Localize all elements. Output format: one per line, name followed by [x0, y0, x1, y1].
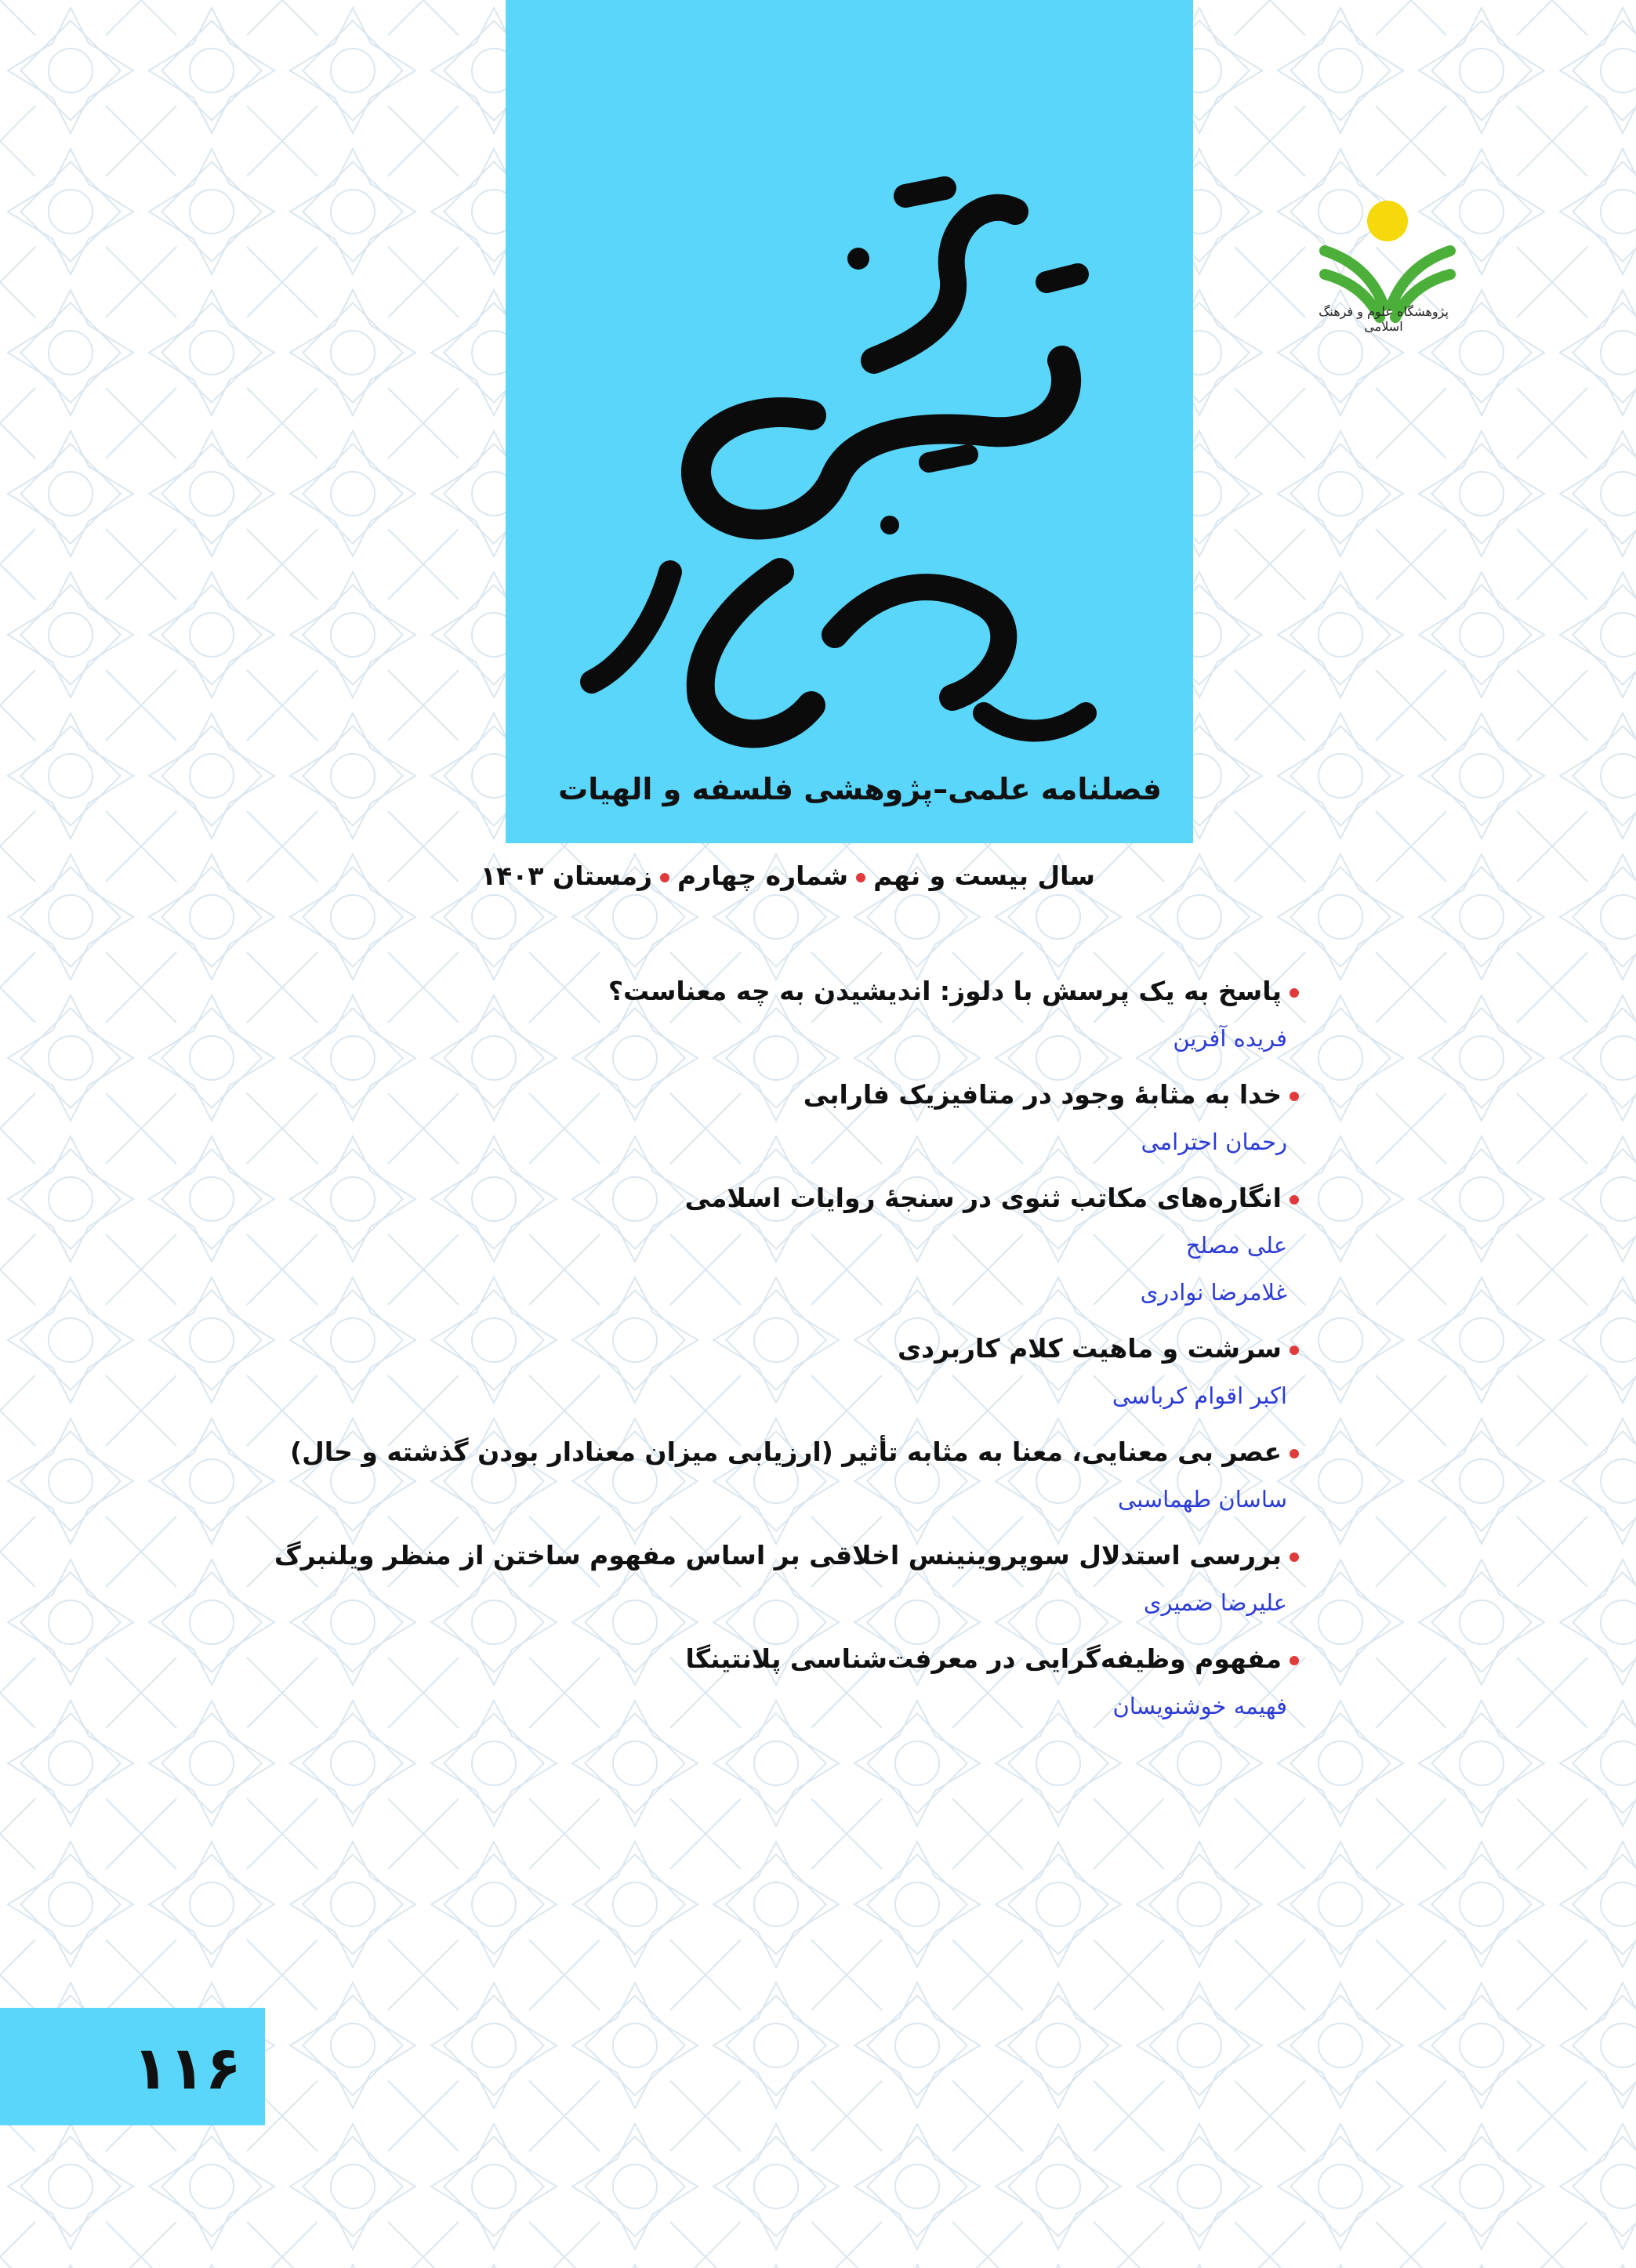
issue-line [481, 860, 1095, 891]
article-title: پاسخ به یک پرسش با دلوز: اندیشیدن به چه معناست؟ [444, 968, 1307, 1015]
issue-season: زمستان ۱۴۰۳ [480, 860, 653, 891]
article-author: علی مصلح [1185, 1232, 1287, 1259]
bullet-dot [856, 873, 865, 882]
toc-entry [444, 1325, 1307, 1419]
toc-entry [444, 1175, 1307, 1316]
article-title: بررسی استدلال سوپروینینس اخلاقی بر اساس مفهوم ساختن از منظر ویلنبرگ [444, 1532, 1307, 1579]
article-title: انگاره‌های مکاتب ثنوی در سنجهٔ روایات اسلامی [444, 1175, 1307, 1222]
bullet-dot [1290, 988, 1299, 998]
article-author: فریده آفرین [1173, 1025, 1287, 1052]
article-author: اکبر اقوام کرباسی [1112, 1382, 1287, 1409]
article-author: فهیمه خوشنویسان [1112, 1693, 1287, 1719]
issue-number: ۱۱۶ [132, 2033, 241, 2103]
issue-number-text: شماره چهارم [677, 860, 849, 891]
calligraphy-title-logo [576, 165, 1125, 776]
article-author: رحمان احترامی [1141, 1129, 1287, 1155]
bullet-dot [1290, 1092, 1299, 1101]
title-block [506, 0, 1193, 843]
toc-entry [274, 1532, 1307, 1626]
toc-entry [444, 968, 1307, 1062]
bullet-dot [660, 873, 669, 882]
bullet-dot [1290, 1346, 1299, 1355]
article-title: خدا به مثابهٔ وجود در متافیزیک فارابی [444, 1071, 1307, 1118]
bullet-dot [1290, 1449, 1299, 1458]
toc-entry [444, 1071, 1307, 1165]
toc-entry [290, 1429, 1307, 1523]
journal-subtitle: فصلنامه علمی–پژوهشی فلسفه و الهیات [558, 772, 1162, 806]
toc-entry [444, 1636, 1307, 1730]
publisher-name: پژوهشگاه علوم و فرهنگ اسلامی [1319, 304, 1449, 334]
article-title: مفهوم وظیفه‌گرایی در معرفت‌شناسی پلانتینگا [444, 1636, 1307, 1683]
bullet-dot [1290, 1195, 1299, 1205]
article-author: غلامرضا نوادری [1140, 1279, 1287, 1306]
issue-number-box [0, 2008, 265, 2125]
issue-year: سال بیست و نهم [873, 860, 1095, 891]
article-author: علیرضا ضمیری [1143, 1589, 1287, 1616]
bullet-dot [1290, 1656, 1299, 1665]
table-of-contents [274, 968, 1307, 1739]
bullet-dot [1290, 1552, 1299, 1562]
article-title: سرشت و ماهیت کلام کاربردی [444, 1325, 1307, 1372]
article-title: عصر بی معنایی، معنا به مثابه تأثیر (ارزیابی میزان معنادار بودن گذشته و حال) [444, 1429, 1307, 1476]
article-author: ساسان طهماسبی [1117, 1486, 1287, 1513]
